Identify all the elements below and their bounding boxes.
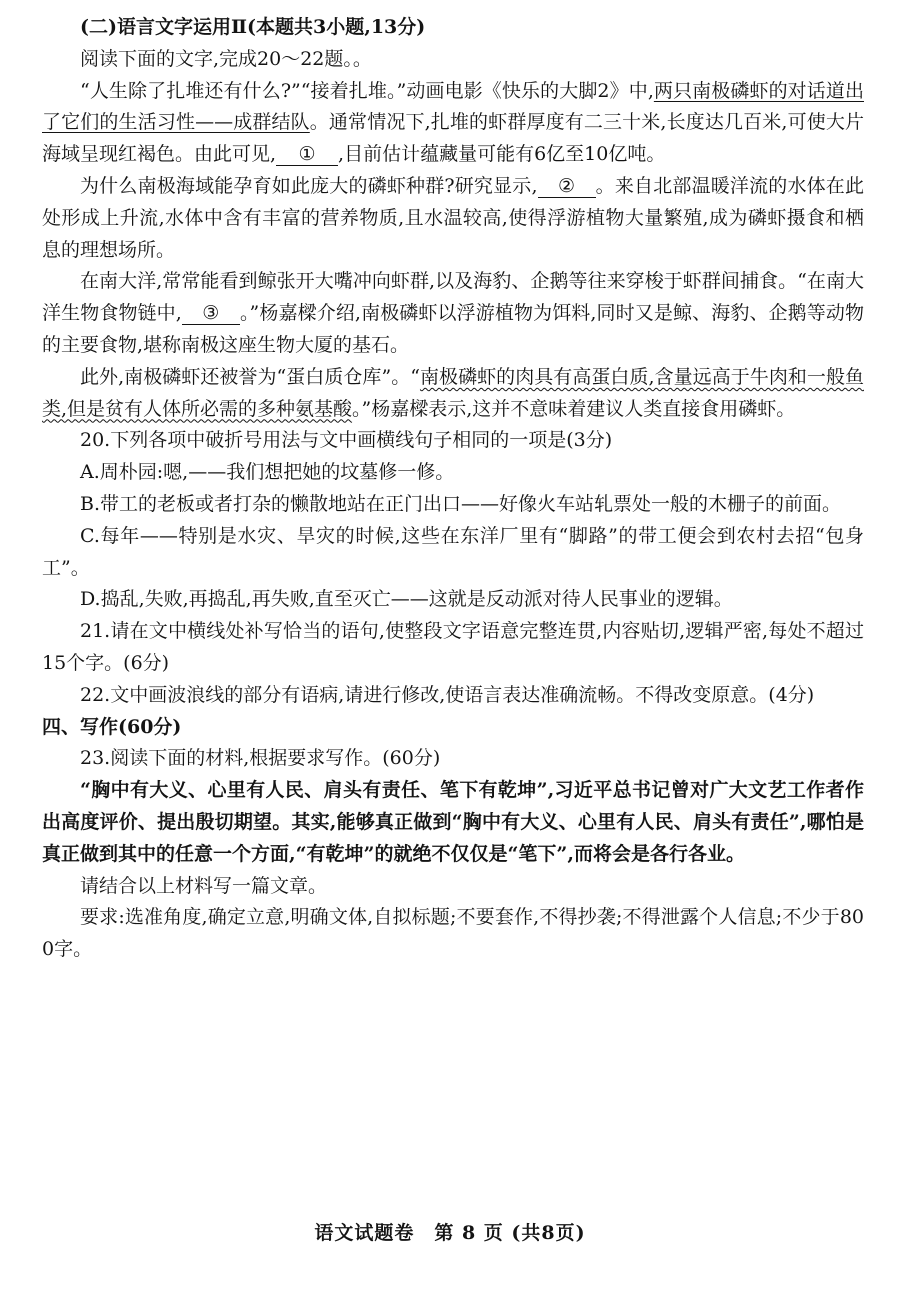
writing-material: “胸中有大义、心里有人民、肩头有责任、笔下有乾坤”,习近平总书记曾对广大文艺工作者作出高度评价、提出殷切期望。其实,能够真正做到“胸中有大义、心里有人民、肩头有责任”,哪怕是真正做到其中的任意一个方面,“有乾坤”的就绝不仅仅是“笔下”,而将会是各行各业。 [42,779,864,865]
paragraph-3-text-a: 在南大洋,常常能看到鲸张开大嘴冲向虾群,以及海豹、企鹅等往来穿梭于虾群间捕食。“在南大洋生物食物链中, [42,270,864,325]
answer-blank-2: ② [538,175,596,198]
question-20: 20.下列各项中破折号用法与文中画横线句子相同的一项是(3分) [80,429,613,452]
question-22: 22.文中画波浪线的部分有语病,请进行修改,使语言表达准确流畅。不得改变原意。(4分) [80,683,815,706]
exam-page [42,12,864,966]
question-23: 23.阅读下面的材料,根据要求写作。(60分) [80,747,441,770]
question-20-option-a: A.周朴园:嗯,——我们想把她的坟墓修一修。 [80,461,455,484]
passage-paragraph-2 [42,171,864,266]
question-20-option-d: D.捣乱,失败,再捣乱,再失败,直至灭亡——这就是反动派对待人民事业的逻辑。 [80,588,733,611]
question-21: 21.请在文中横线处补写恰当的语句,使整段文字语意完整连贯,内容贴切,逻辑严密,每处不超过15个字。(6分) [42,620,864,674]
writing-prompt: 请结合以上材料写一篇文章。 [80,874,328,897]
question-20-option-c: C.每年——特别是水灾、旱灾的时候,这些在东洋厂里有“脚路”的带工便会到农村去招“包身工”。 [42,524,864,579]
page-footer: 语文试题卷 第 8 页 (共8页) [314,1222,586,1244]
answer-blank-3: ③ [182,302,240,325]
paragraph-2-text-a: 为什么南极海域能孕育如此庞大的磷虾种群?研究显示, [80,174,538,197]
answer-blank-1: ① [276,143,338,166]
section-heading-writing: 四、写作(60分) [42,715,182,738]
paragraph-4-text-b: 。”杨嘉樑表示,这并不意味着建议人类直接食用磷虾。 [352,397,796,420]
paragraph-3-text-b: 。”杨嘉樑介绍,南极磷虾以浮游植物为饵料,同时又是鲸、海豹、企鹅等动物的主要食物,堪称南极这座生物大厦的基石。 [42,302,865,356]
question-20-option-b: B.带工的老板或者打杂的懒散地站在正门出口——好像火车站轧票处一般的木栅子的前面。 [80,492,842,515]
paragraph-4-text-a: 此外,南极磷虾还被誉为“蛋白质仓库”。“ [80,365,420,388]
writing-requirements: 要求:选准角度,确定立意,明确文体,自拟标题;不要套作,不得抄袭;不得泄露个人信息;不少于800字。 [42,906,864,961]
paragraph-1-text-a: “人生除了扎堆还有什么?”“接着扎堆。”动画电影《快乐的大脚2》中, [80,79,654,102]
section-heading-language-use: (二)语言文字运用Ⅱ(本题共3小题,13分) [80,16,426,38]
passage-paragraph-3 [42,266,864,361]
wavy-underlined-sentence: 南极磷虾的肉具有高蛋白质,含量远高于牛肉和一般鱼类,但是贫有人体所必需的多种氨基酸 [42,365,864,420]
paragraph-1-text-c: ,目前估计蕴藏量可能有6亿至10亿吨。 [338,143,666,166]
passage-paragraph-4 [42,362,864,426]
paragraph-1-text-b: 。通常情况下,扎堆的虾群厚度有二三十米,长度达几百米,可使大片海域呈现红褐色。由此可见, [42,111,864,166]
passage-paragraph-1 [42,76,864,171]
paragraph-2-text-b: 。来自北部温暖洋流的水体在此处形成上升流,水体中含有丰富的营养物质,且水温较高,使得浮游植物大量繁殖,成为磷虾摄食和栖息的理想场所。 [42,174,864,261]
underlined-sentence: 两只南极磷虾的对话道出了它们的生活习性——成群结队 [42,79,864,134]
reading-instruction: 阅读下面的文字,完成20～22题。。 [80,47,372,70]
